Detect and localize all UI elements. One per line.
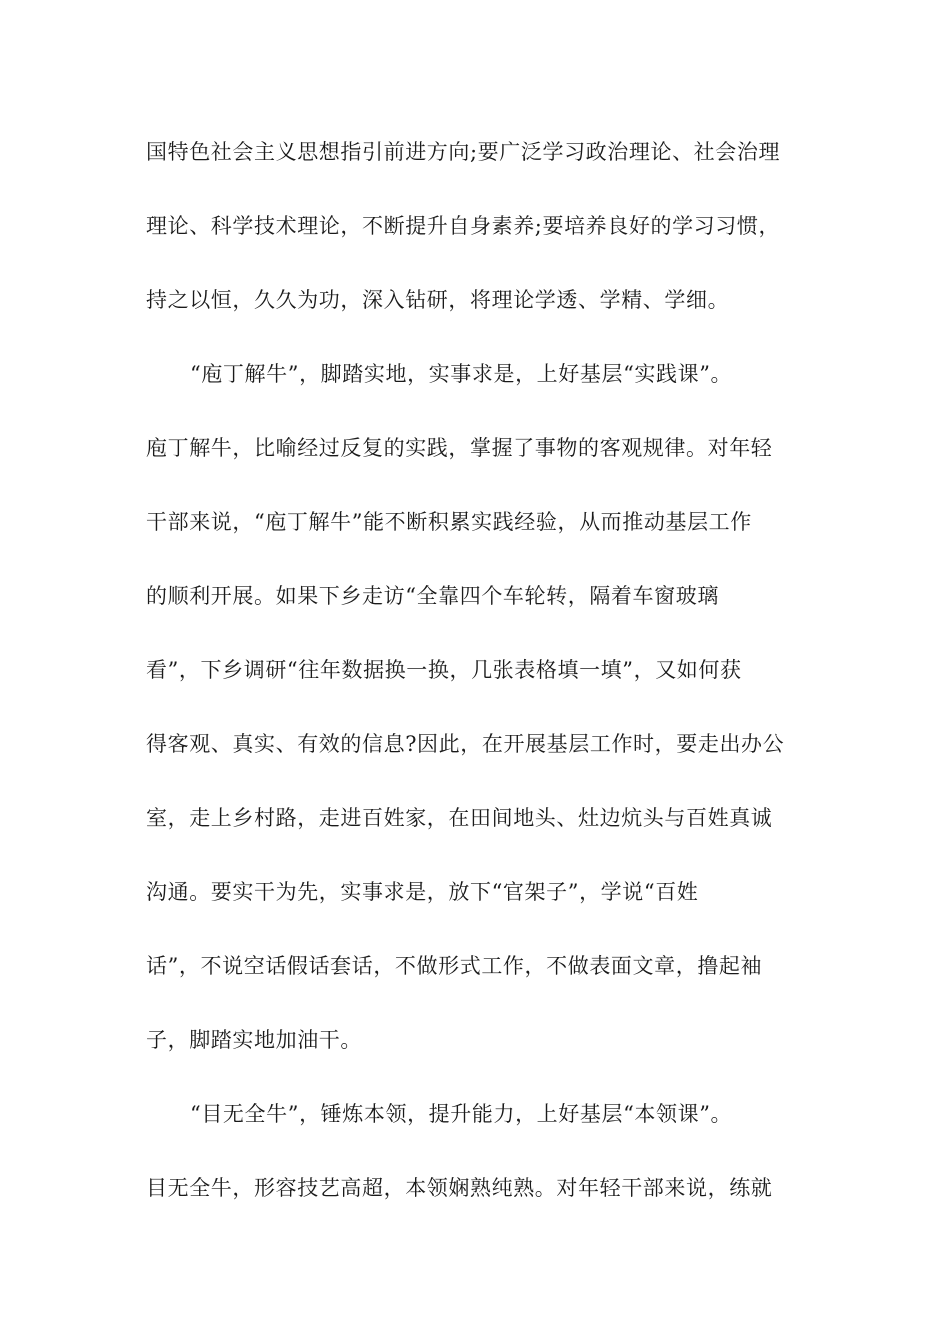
text-line: 国特色社会主义思想指引前进方向;要广泛学习政治理论、社会治理: [146, 140, 781, 164]
text-line: 沟通。要实干为先，实事求是，放下“官架子”，学说“百姓: [146, 880, 699, 904]
text-line: 话”，不说空话假话套话，不做形式工作，不做表面文章，撸起袖: [146, 954, 763, 978]
text-line: 持之以恒，久久为功，深入钻研，将理论学透、学精、学细。: [146, 288, 730, 312]
paragraph-heading-practice: “庖丁解牛”，脚踏实地，实事求是，上好基层“实践课”。: [190, 362, 733, 386]
text-line: 室，走上乡村路，走进百姓家，在田间地头、灶边炕头与百姓真诚: [146, 806, 773, 830]
text-line: 目无全牛，形容技艺高超，本领娴熟纯熟。对年轻干部来说，练就: [146, 1176, 773, 1200]
text-line: 子，脚踏实地加油干。: [146, 1028, 362, 1052]
paragraph-heading-skills: “目无全牛”，锤炼本领，提升能力，上好基层“本领课”。: [190, 1102, 733, 1126]
text-line: 理论、科学技术理论，不断提升自身素养;要培养良好的学习习惯，: [146, 214, 781, 238]
text-line: 看”，下乡调研“往年数据换一换，几张表格填一填”，又如何获: [146, 658, 742, 682]
text-line: 干部来说，“庖丁解牛”能不断积累实践经验，从而推动基层工作: [146, 510, 752, 534]
text-line: 的顺利开展。如果下乡走访“全靠四个车轮转，隔着车窗玻璃: [146, 584, 719, 608]
text-line: 得客观、真实、有效的信息?因此，在开展基层工作时，要走出办公: [146, 732, 785, 756]
text-line: 庖丁解牛，比喻经过反复的实践，掌握了事物的客观规律。对年轻: [146, 436, 773, 460]
